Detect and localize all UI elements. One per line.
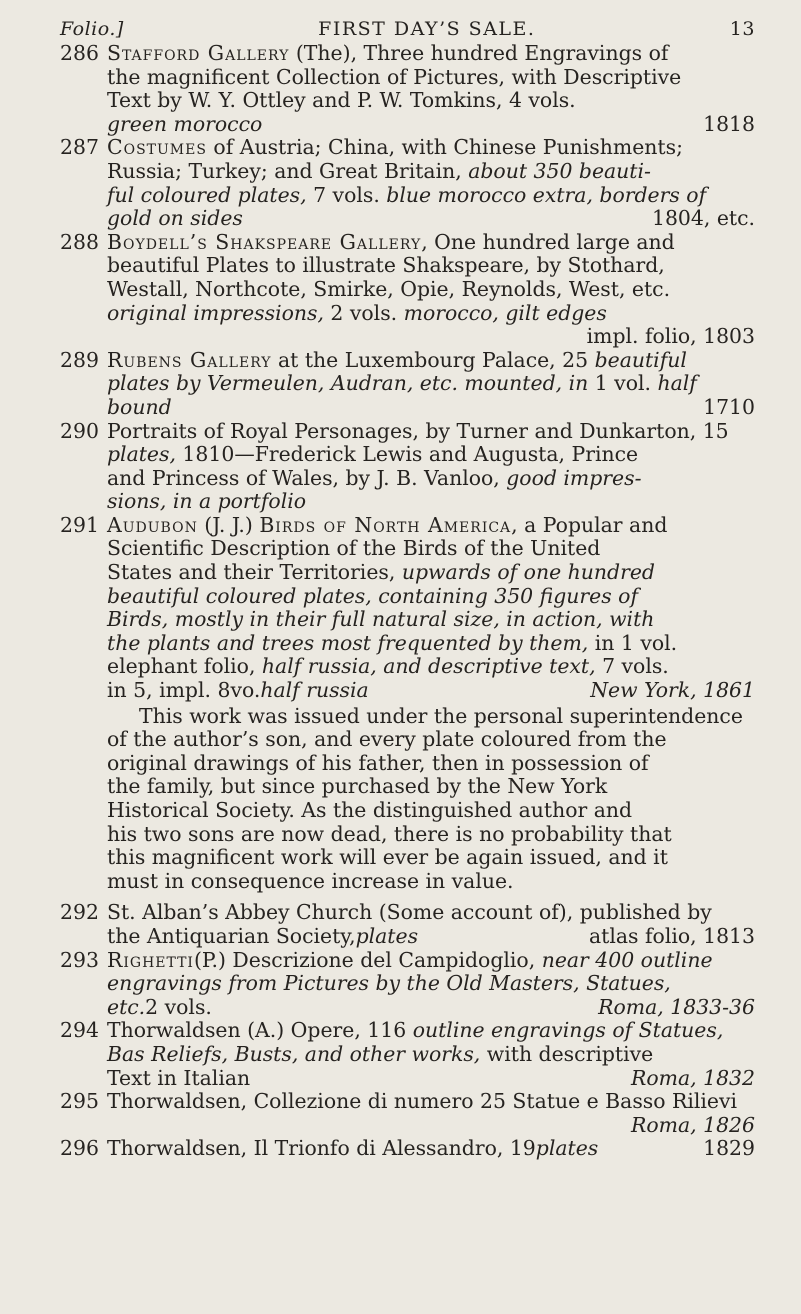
page-number: 13 <box>729 18 755 40</box>
lot-291: 291 Audubon (J. J.) Birds of North America, a Popular and Scientific Description of the Birds of the United States and their Territories, upwards of one hundred beautiful coloured plates, containing 350 figures of Birds, mostly in their full natural size, in action, with the plants and trees most frequented by them, in 1 vol. elephant folio, half russia, and descriptive text, 7 vols. in 5, impl. 8vo. half russia New York, 1861 This work was issued under the personal superintendence of the author’s son, and every plate coloured from the original drawings of his father, then in possession of the family, but since purchased by the New York Historical Society. As the distinguished author and his two sons are now dead, there is no probability that this magnificent work will ever be again issued, and it must in consequence increase in value. <box>60 512 755 893</box>
lot-number: 289 <box>60 347 99 372</box>
lot-294: 294 Thorwaldsen (A.) Opere, 116 outline engravings of Statues, Bas Reliefs, Busts, and other works, with descriptive Text in Italian Roma, 1832 <box>60 1018 755 1090</box>
lot-290: 290 Portraits of Royal Personages, by Turner and Dunkarton, 15 plates, 1810—Frederick Lewis and Augusta, Prince and Princess of Wales, by J. B. Vanloo, good impres- sions, in a portfolio <box>60 418 729 514</box>
lot-291-note: This work was issued under the personal superintendence of the author’s son, and every plate coloured from the original drawings of his father, then in possession of the family, but since purchased by the New York Historical Society. As the distinguished author and his two sons are now dead, there is no probability that this magnificent work will ever be again issued, and it must in consequence increase in value. <box>107 703 743 893</box>
folio-label: Folio.] <box>60 18 124 40</box>
lot-number: 287 <box>60 135 99 160</box>
lot-number: 286 <box>60 41 99 65</box>
lot-287: 287 Costumes of Austria; China, with Chinese Punishments; Russia; Turkey; and Great Britain, about 350 beauti- ful coloured plates, 7 vols. blue morocco extra, borders of gold on sides 1804, etc. <box>60 135 755 231</box>
lot-number: 290 <box>60 418 99 443</box>
lot-number: 294 <box>60 1018 99 1043</box>
lot-number: 292 <box>60 900 99 925</box>
lot-293: 293 Righetti(P.) Descrizione del Campidoglio, near 400 outline engravings from Pictures by the Old Masters, Statues, etc. 2 vols. Roma, 1833-36 <box>60 947 755 1019</box>
lot-292: 292 St. Alban’s Abbey Church (Some account of), published by the Antiquarian Society, plates atlas folio, 1813 <box>60 900 755 948</box>
lot-289: 289 Rubens Gallery at the Luxembourg Palace, 25 beautiful plates by Vermeulen, Audran, etc. mounted, in 1 vol. half bound 1710 <box>60 347 755 419</box>
lot-286: 286 Stafford Gallery (The), Three hundred Engravings of the magnificent Collection of Pictures, with Descriptive Text by W. Y. Ottley and P. W. Tomkins, 4 vols. green morocco 1818 <box>60 41 755 136</box>
lot-number: 295 <box>60 1089 99 1114</box>
lot-296: 296 Thorwaldsen, Il Trionfo di Alessandro, 19 plates 1829 <box>60 1136 755 1161</box>
lot-288: 288 Boydell’s Shakspeare Gallery, One hundred large and beautiful Plates to illustrate Shakspeare, by Stothard, Westall, Northcote, Smirke, Opie, Reynolds, West, etc. original impressions, 2 vols. morocco, gilt edges impl. folio, 1803 <box>60 229 755 349</box>
lot-295: 295 Thorwaldsen, Collezione di numero 25 Statue e Basso Rilievi Roma, 1826 <box>60 1089 755 1137</box>
lot-number: 293 <box>60 947 99 972</box>
lot-number: 288 <box>60 229 99 254</box>
sale-title: FIRST DAY’S SALE. <box>318 18 536 40</box>
page-header <box>60 18 755 40</box>
lot-number: 296 <box>60 1136 99 1161</box>
lot-number: 291 <box>60 512 99 537</box>
